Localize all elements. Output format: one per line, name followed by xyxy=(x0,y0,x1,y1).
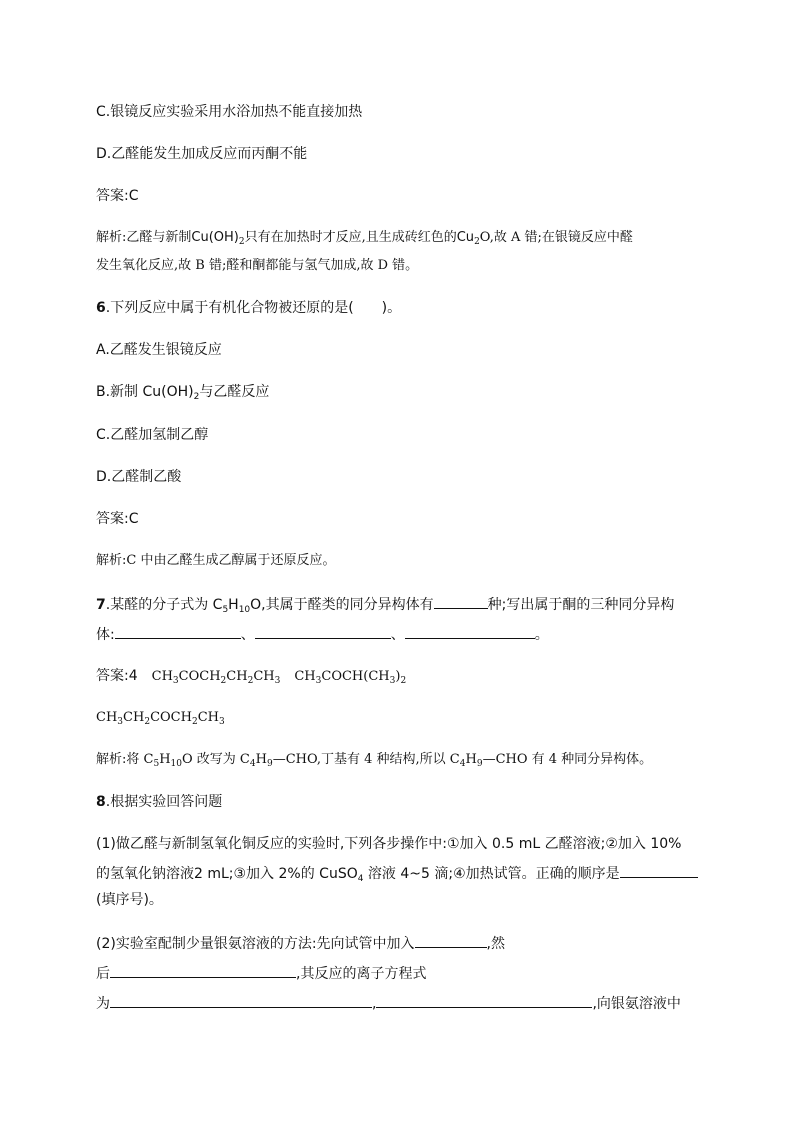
q8-part1-line2: 的氢氧化钠溶液2 mL;③加入 2%的 CuSO$_4$ 溶液 4~5 滴;④加热试管。正确的顺序是 xyxy=(96,863,698,883)
q8-part2-line2: 后 ,其反应的离子方程式 xyxy=(96,963,426,983)
q7-stem-line1: 7.某醛的分子式为 $C_5H_{10}O$,其属于醛类的同分异构体有 种;写出属于酮的三种同分异构 xyxy=(96,594,674,614)
q7-explanation: 解析:将 $C_5H_{10}O$ 改写为 $C_4H_9—CHO$,丁基有 4 种结构,所以 $C_4H_9—CHO$ 有 4 种同分异构体。 xyxy=(96,752,653,769)
q8-equation-blank-2 xyxy=(376,993,592,1008)
q5-answer: 答案:C xyxy=(96,188,139,204)
q7-blank-3 xyxy=(405,624,535,639)
q6-option-b: B.新制 $Cu(OH)_2$与乙醛反应 xyxy=(96,384,270,402)
q7-answer-line1: 答案:4 $CH_3COCH_2CH_2CH_3$ $CH_3COCH(CH_3)_2$ xyxy=(96,668,407,686)
q8-order-blank xyxy=(620,863,698,878)
q6-option-a: A.乙醛发生银镜反应 xyxy=(96,342,222,358)
q6-answer: 答案:C xyxy=(96,511,139,527)
q8-reagent-blank xyxy=(415,933,487,948)
q5-option-d: D.乙醛能发生加成反应而丙酮不能 xyxy=(96,146,308,162)
q6-option-c: C.乙醛加氢制乙醇 xyxy=(96,427,209,443)
q5-explanation-line1: 解析:乙醛与新制$Cu(OH)_2$只有在加热时才反应,且生成砖红色的$Cu_2O$,故 A 错;在银镜反应中醛 xyxy=(96,230,633,247)
q8-then-blank xyxy=(110,963,296,978)
q7-answer-line2: $CH_3CH_2COCH_2CH_3$ xyxy=(96,710,225,727)
q8-part2-line1: (2)实验室配制少量银氨溶液的方法:先向试管中加入 ,然 xyxy=(96,933,505,953)
q7-count-blank xyxy=(434,594,488,609)
q7-blank-2 xyxy=(255,624,391,639)
q7-stem-line2: 体: 、 、 。 xyxy=(96,624,549,644)
q8-part1-line3: (填序号)。 xyxy=(96,892,163,908)
q6-explanation: 解析:C 中由乙醛生成乙醇属于还原反应。 xyxy=(96,553,336,568)
q6-stem: 6.下列反应中属于有机化合物被还原的是( )。 xyxy=(96,300,402,316)
q5-explanation-line2: 发生氧化反应,故 B 错;醛和酮都能与氢气加成,故 D 错。 xyxy=(96,258,419,273)
q8-part1-line1: (1)做乙醛与新制氢氧化铜反应的实验时,下列各步操作中:①加入 0.5 mL 乙醛溶液;②加入 10% xyxy=(96,836,682,852)
q7-blank-1 xyxy=(115,624,241,639)
q8-equation-blank-1 xyxy=(110,993,372,1008)
q8-part2-line3: 为 , ,向银氨溶液中 xyxy=(96,993,681,1013)
q6-option-d: D.乙醛制乙酸 xyxy=(96,469,182,485)
q8-title: 8.根据实验回答问题 xyxy=(96,794,223,810)
q5-option-c: C.银镜反应实验采用水浴加热不能直接加热 xyxy=(96,104,363,120)
